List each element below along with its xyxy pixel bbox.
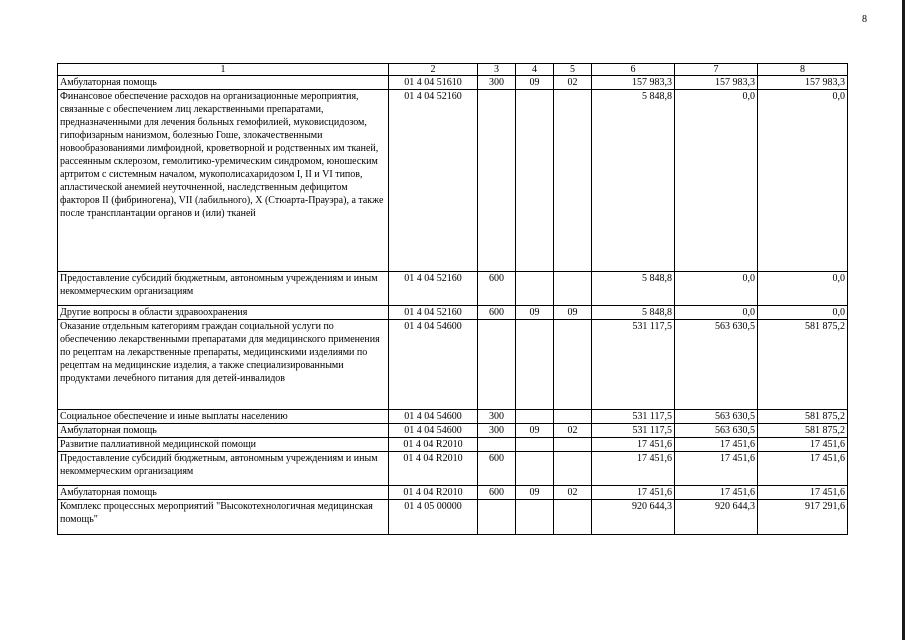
row-subsection — [554, 452, 592, 486]
row-value-col6: 157 983,3 — [592, 76, 675, 90]
row-section — [516, 438, 554, 452]
row-value-col7: 17 451,6 — [675, 486, 758, 500]
row-section: 09 — [516, 306, 554, 320]
row-value-col8: 17 451,6 — [758, 438, 848, 452]
column-header: 8 — [758, 64, 848, 76]
row-description: Предоставление субсидий бюджетным, автономным учреждениям и иным некоммерческим организациям — [58, 272, 389, 306]
row-description: Развитие паллиативной медицинской помощи — [58, 438, 389, 452]
row-subsection — [554, 500, 592, 535]
row-value-col6: 17 451,6 — [592, 438, 675, 452]
row-value-col6: 531 117,5 — [592, 410, 675, 424]
row-description: Оказание отдельным категориям граждан социальной услуги по обеспечению лекарственными препаратами для медицинского применения по рецептам на лекарственные препараты, медицинскими изделиями по рецептам на медицинские изделия, а также специализированными продуктами лечебного питания для детей-инвалидов — [58, 320, 389, 410]
row-value-col6: 5 848,8 — [592, 306, 675, 320]
row-expense-type — [478, 438, 516, 452]
table-row — [58, 320, 848, 410]
row-value-col6: 17 451,6 — [592, 452, 675, 486]
row-value-col7: 563 630,5 — [675, 320, 758, 410]
row-section — [516, 410, 554, 424]
table-row — [58, 76, 848, 90]
row-section — [516, 272, 554, 306]
row-subsection: 02 — [554, 76, 592, 90]
row-value-col8: 17 451,6 — [758, 486, 848, 500]
row-code: 01 4 04 R2010 — [389, 486, 478, 500]
row-value-col7: 17 451,6 — [675, 452, 758, 486]
row-value-col7: 0,0 — [675, 306, 758, 320]
table-row — [58, 452, 848, 486]
row-value-col6: 5 848,8 — [592, 272, 675, 306]
row-value-col6: 17 451,6 — [592, 486, 675, 500]
budget-table — [57, 63, 848, 535]
row-value-col8: 581 875,2 — [758, 320, 848, 410]
row-value-col7: 0,0 — [675, 272, 758, 306]
row-section — [516, 500, 554, 535]
row-value-col8: 17 451,6 — [758, 452, 848, 486]
row-expense-type: 300 — [478, 76, 516, 90]
row-value-col8: 0,0 — [758, 272, 848, 306]
row-value-col7: 563 630,5 — [675, 424, 758, 438]
row-description: Социальное обеспечение и иные выплаты населению — [58, 410, 389, 424]
row-expense-type: 600 — [478, 452, 516, 486]
row-value-col6: 920 644,3 — [592, 500, 675, 535]
row-code: 01 4 04 R2010 — [389, 452, 478, 486]
row-value-col8: 581 875,2 — [758, 410, 848, 424]
row-value-col8: 917 291,6 — [758, 500, 848, 535]
row-value-col8: 0,0 — [758, 90, 848, 272]
row-expense-type — [478, 90, 516, 272]
row-value-col7: 0,0 — [675, 90, 758, 272]
row-value-col7: 920 644,3 — [675, 500, 758, 535]
table-row — [58, 500, 848, 535]
row-description: Амбулаторная помощь — [58, 76, 389, 90]
column-header: 4 — [516, 64, 554, 76]
row-section — [516, 320, 554, 410]
row-value-col6: 5 848,8 — [592, 90, 675, 272]
row-value-col6: 531 117,5 — [592, 424, 675, 438]
row-subsection — [554, 320, 592, 410]
row-subsection: 09 — [554, 306, 592, 320]
row-value-col8: 581 875,2 — [758, 424, 848, 438]
row-code: 01 4 04 54600 — [389, 424, 478, 438]
column-header: 6 — [592, 64, 675, 76]
row-code: 01 4 04 54600 — [389, 410, 478, 424]
row-section: 09 — [516, 486, 554, 500]
row-code: 01 4 04 52160 — [389, 306, 478, 320]
row-code: 01 4 04 51610 — [389, 76, 478, 90]
row-code: 01 4 04 52160 — [389, 272, 478, 306]
row-section: 09 — [516, 76, 554, 90]
column-header: 2 — [389, 64, 478, 76]
row-expense-type: 300 — [478, 410, 516, 424]
row-section: 09 — [516, 424, 554, 438]
column-header: 1 — [58, 64, 389, 76]
row-code: 01 4 04 52160 — [389, 90, 478, 272]
column-header: 5 — [554, 64, 592, 76]
row-value-col7: 157 983,3 — [675, 76, 758, 90]
table-row — [58, 438, 848, 452]
row-subsection: 02 — [554, 424, 592, 438]
row-subsection — [554, 410, 592, 424]
row-description: Другие вопросы в области здравоохранения — [58, 306, 389, 320]
row-value-col7: 563 630,5 — [675, 410, 758, 424]
table-row — [58, 486, 848, 500]
row-section — [516, 90, 554, 272]
column-number-row — [58, 64, 848, 76]
row-code: 01 4 05 00000 — [389, 500, 478, 535]
row-subsection: 02 — [554, 486, 592, 500]
table-row — [58, 424, 848, 438]
row-description: Предоставление субсидий бюджетным, автономным учреждениям и иным некоммерческим организациям — [58, 452, 389, 486]
page-number: 8 — [862, 14, 867, 25]
row-expense-type — [478, 500, 516, 535]
row-description: Амбулаторная помощь — [58, 424, 389, 438]
row-subsection — [554, 90, 592, 272]
table-row — [58, 410, 848, 424]
table-row — [58, 90, 848, 272]
row-code: 01 4 04 R2010 — [389, 438, 478, 452]
column-header: 3 — [478, 64, 516, 76]
row-expense-type: 600 — [478, 272, 516, 306]
row-subsection — [554, 272, 592, 306]
row-expense-type: 600 — [478, 306, 516, 320]
row-description: Комплекс процессных мероприятий "Высокотехнологичная медицинская помощь" — [58, 500, 389, 535]
row-value-col8: 157 983,3 — [758, 76, 848, 90]
row-subsection — [554, 438, 592, 452]
table-row — [58, 306, 848, 320]
row-value-col6: 531 117,5 — [592, 320, 675, 410]
row-value-col8: 0,0 — [758, 306, 848, 320]
column-header: 7 — [675, 64, 758, 76]
table-row — [58, 272, 848, 306]
row-value-col7: 17 451,6 — [675, 438, 758, 452]
row-expense-type — [478, 320, 516, 410]
row-section — [516, 452, 554, 486]
row-expense-type: 300 — [478, 424, 516, 438]
table-body — [58, 64, 848, 535]
row-expense-type: 600 — [478, 486, 516, 500]
row-code: 01 4 04 54600 — [389, 320, 478, 410]
row-description: Финансовое обеспечение расходов на организационные мероприятия, связанные с обеспечением лиц лекарственными препаратами, предназначенными для лечения больных гемофилией, муковисцидозом, гипофизарным нанизмом, болезнью Гоше, злокачественными новообразованиями лимфоидной, кроветворной и родственных им тканей, рассеянным склерозом, гемолитико-уремическим синдромом, юношеским артритом с системным началом, мукополисахаридозом I, II и VI типов, апластической анемией неуточненной, наследственным дефицитом факторов II (фибриногена), VII (лабильного), X (Стюарта-Прауэра), а также после трансплантации органов и (или) тканей — [58, 90, 389, 272]
row-description: Амбулаторная помощь — [58, 486, 389, 500]
